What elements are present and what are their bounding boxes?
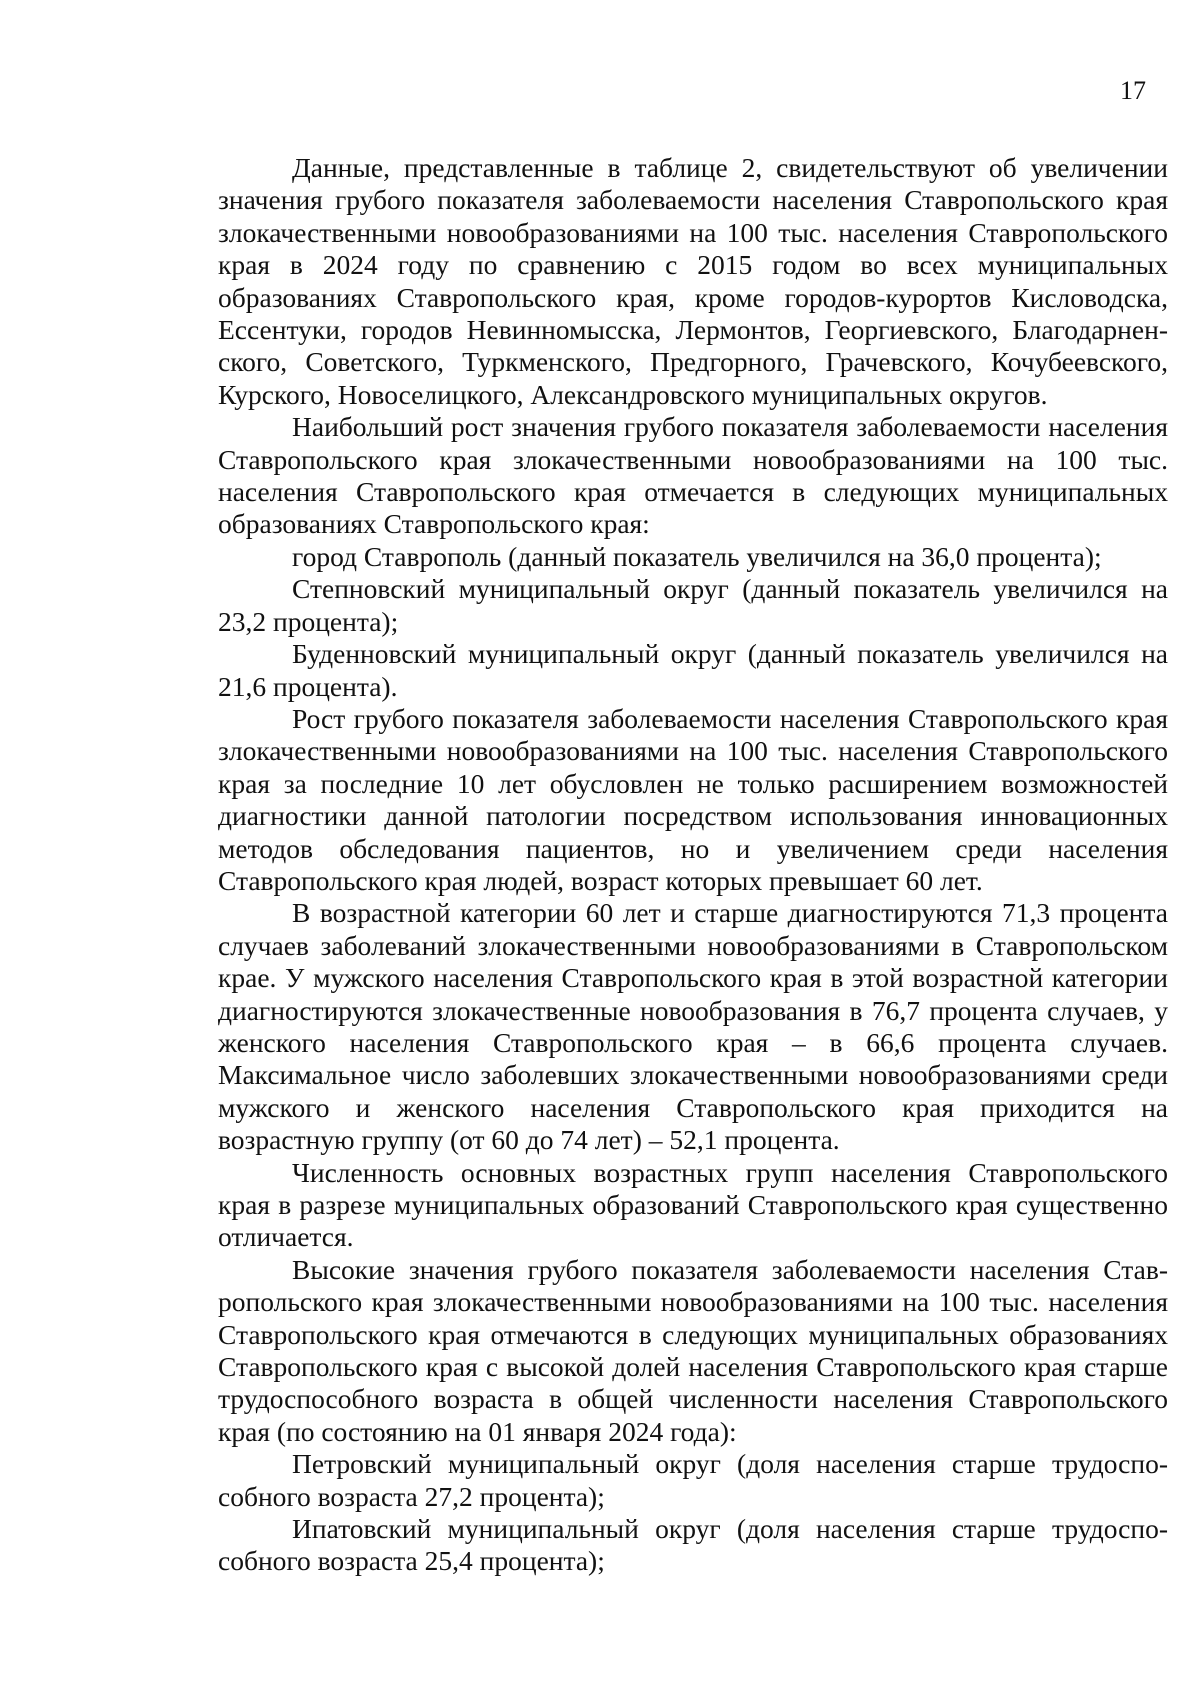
list-item: Ипатовский муниципальный округ (доля населения старше трудоспособного возраста 25,4 процента); [218,1513,1168,1577]
paragraph: Высокие значения грубого показателя заболеваемости населения Ставропольского края злокачественными новообразованиями на 100 тыс. населения Ставропольского края отмечаются в следующих муниципальных образованиях Ставропольского края с высокой долей населения Ставропольского края старше трудоспособного возраста в общей численности населения Ставропольского края (по состоянию на 01 января 2024 года): [218,1253,1168,1447]
list-item: Петровский муниципальный округ (доля населения старше трудоспособного возраста 27,2 процента); [218,1448,1168,1512]
document-body [218,152,1168,1578]
list-item: Степновский муниципальный округ (данный показатель увеличился на 23,2 процента); [218,573,1168,637]
paragraph: Численность основных возрастных групп населения Ставропольского края в разрезе муниципальных образований Ставропольского края существенно отличается. [218,1156,1168,1253]
list-item: Буденновский муниципальный округ (данный показатель увеличился на 21,6 процента). [218,638,1168,702]
paragraph: Рост грубого показателя заболеваемости населения Ставропольского края злокачественными новообразованиями на 100 тыс. населения Ставропольского края за последние 10 лет обусловлен не только расширением возможностей диагностики данной патологии посредством использования инновационных методов обследования пациентов, но и увеличением среди населения Ставропольского края людей, возраст которых превышает 60 лет. [218,702,1168,896]
list-item: город Ставрополь (данный показатель увеличился на 36,0 процента); [292,540,1102,572]
paragraph: В возрастной категории 60 лет и старше диагностируются 71,3 процента случаев заболеваний злокачественными новообразованиями в Ставропольском крае. У мужского населения Ставропольского края в этой возрастной категории диагностируются злокачественные новообразования в 76,7 процента случаев, у женского населения Ставропольского края – в 66,6 процента случаев. Максимальное число заболевших злокачественными новообразованиями среди мужского и женского населения Ставропольского края приходится на возрастную группу (от 60 до 74 лет) – 52,1 процента. [218,897,1168,1156]
paragraph: Данные, представленные в таблице 2, свидетельствуют об увеличении значения грубого показателя заболеваемости населения Ставропольского края злокачественными новообразованиями на 100 тыс. населения Ставропольского края в 2024 году по сравнению с 2015 годом во всех муниципальных образованиях Ставропольского края, кроме городов-курортов Кисловодска, Ессентуки, городов Невинномысска, Лермонтов, Георгиевского, Благодарненского, Советского, Туркменского, Предгорного, Грачевского, Кочубеевского, Курского, Новоселицкого, Александровского муниципальных округов. [218,152,1168,410]
paragraph: Наибольший рост значения грубого показателя заболеваемости населения Ставропольского края злокачественными новообразованиями на 100 тыс. населения Ставропольского края отмечается в следующих муниципальных образованиях Ставропольского края: [218,411,1168,540]
page-number: 17 [1120,76,1146,105]
